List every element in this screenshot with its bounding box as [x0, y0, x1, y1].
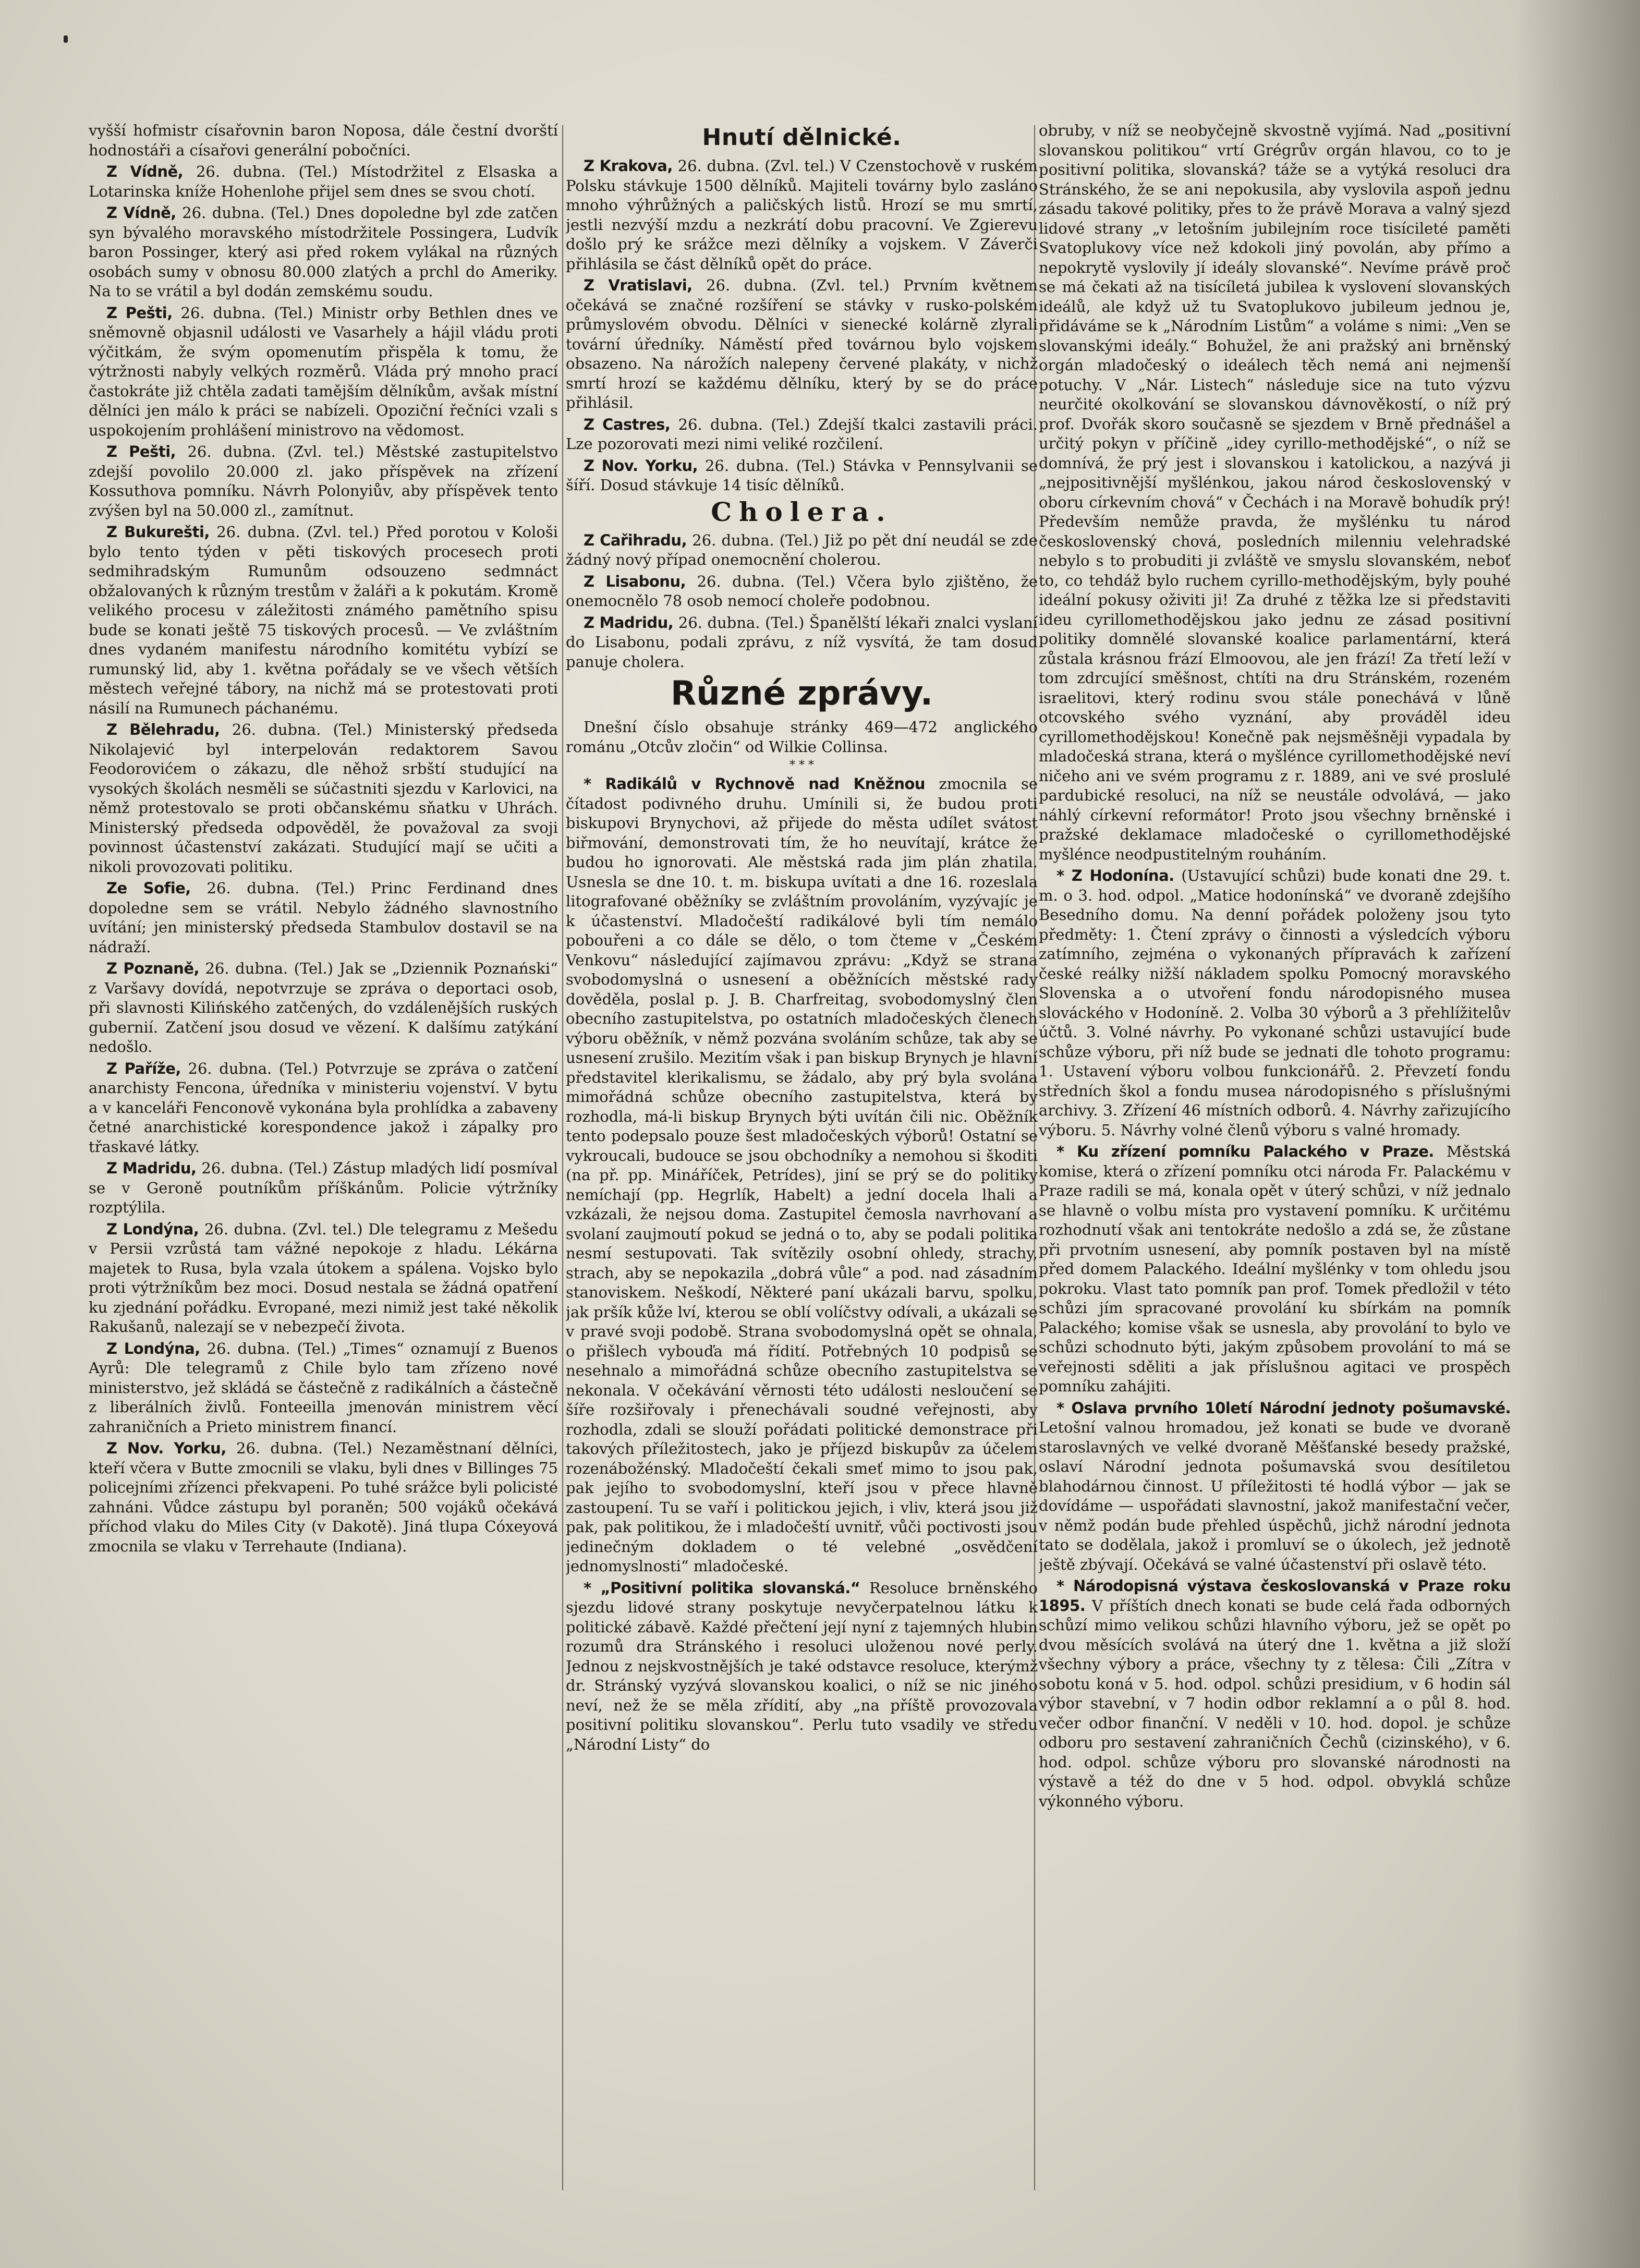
article-text: Městská komise, která o zřízení pomníku otci národa Fr. Palackému v Praze radili se má, konala opět v úterý schůzi, v níž jednalo se hlavně o volbu místa pro vystavení pomníku. K určitému rozhodnutí však ani tentokráte nedošlo a zdá se, že zůstane při prvotním usnesení, aby pomník postaven byl na místě před domem Palackého. Ideální myšlénky v tom ohledu jsou pokroku. Vlast tato pomník pan prof. Tomek předložil v této schůzi jím spracované provolání ku sbírkám na pomník Palackého; komise však se usnesla, aby provolání to bylo ve schůzi schodnuto býti, jakým způsobem provolání to má se veřejnosti sděliti a jak příslušnou agitaci ve prospěch pomníku zahájiti.: [1039, 1143, 1511, 1395]
article-text: vyšší hofmistr císařovnin baron Noposa, dále čestní dvorští hodnostáři a císařovi generální pobočníci.: [89, 122, 558, 159]
article-text: Dnešní číslo obsahuje stránky 469—472 anglického románu „Otcův zločin“ od Wilkie Collinsa.: [566, 718, 1038, 756]
article-text: V příštích dnech konati se bude celá řada odborných schůzí mimo velikou schůzi hlavního výboru, jež se opět po dvou měsících svolává na úterý dne 1. května a již složí všechny výbory a práce, všechny ty z tělesa: Čili „Zítra v sobotu koná v 5. hod. odpol. schůzi presidium, v 6 hodin sál výbor stavební, v 7 hodin odbor reklamní a o půl 8. hod. večer odbor finanční. V neděli v 10. hod. dopol. je schůze odboru pro sestavení zahraničních Čechů (cizinského), v 6. hod. odpol. schůze výboru pro slovanské národnosti na výstavě a též do dne v 5 hod. odpol. obvyklá schůze výkonného výboru.: [1039, 1596, 1511, 1810]
article-dateline: Z Bělehradu,: [106, 721, 220, 738]
article-paragraph: [1039, 1576, 1511, 1811]
article-text: 26. dubna. (Tel.) Zástup mladých lidí posmíval se v Geroně poutníkům příškánům. Policie výtržníky rozptýlila.: [89, 1159, 558, 1216]
article-text: 26. dubna. (Tel.) Jak se „Dziennik Poznański“ z Varšavy dovídá, nepotvrzuje se zpráva o deportaci osob, při slavnosti Kilińského zatčených, do vzdálenějších ruských gubernií. Zatčení jsou dosud ve vězení. K dalšímu zatýkání nedošlo.: [89, 960, 558, 1056]
article-dateline: * Oslava prvního 10letí Národní jednoty pošumavské.: [1056, 1399, 1511, 1417]
article-text: 26. dubna. (Zvl. tel.) Dle telegramu z Mešedu v Persii vzrůstá tam vážné nepokoje z hladu. Lékárna majetek to Rusa, byla vzala útokem a spálena. Vojsko bylo proti výtržníkům bez moci. Dosud nestala se žádná opatření ku zjednání pořádku. Evropané, mezi nimiž jest také několik Rakušanů, nalezají se v nebezpečí života.: [89, 1220, 558, 1336]
article-paragraph: [566, 415, 1038, 454]
article-dateline: Z Poznaně,: [106, 960, 200, 977]
article-text: 26. dubna. (Zvl. tel.) V Czenstochově v ruském Polsku stávkuje 1500 dělníků. Majiteli továrny bylo zasláno mnoho výhrůžných a paličských listů. Hrozí se mu smrtí, jestli nezvýší mzdu a nezkrátí dobu pracovní. Ve Zgierevu došlo prý ke srážce mezi dělníky a vojskem. V Záverči přihlásila se část dělníků opět do práce.: [566, 157, 1038, 273]
article-text: 26. dubna. (Zvl. tel.) Prvním květnem očekává se značné rozšíření se stávky v rusko-polském průmyslovém obvodu. Dělníci v sienecké kolárně zlyrali tovární úředníky. Náměstí před továrnou bylo vojskem obsazeno. Na nárožích nalepeny červené plakáty, v nichž smrtí hrozí se každému dělníku, který by se do práce přihlásil.: [566, 276, 1038, 411]
article-dateline: Ze Sofie,: [106, 879, 191, 897]
article-dateline: Z Londýna,: [106, 1220, 199, 1238]
article-text: 26. dubna. (Tel.) Zdejší tkalci zastavili práci. Lze pozorovati mezi nimi veliké rozčilení.: [566, 415, 1038, 453]
article-text: 26. dubna. (Tel.) Potvrzuje se zpráva o zatčení anarchisty Fencona, úředníka v ministeriu vojenství. V bytu a v kanceláři Fenconově vykonána byla prohlídka a zabaveny četné anarchistické korespondence jakož i zápalky pro třaskavé látky.: [89, 1059, 558, 1156]
article-text: 26. dubna. (Tel.) Místodržitel z Elsaska a Lotarinska kníže Hohenlohe přijel sem dnes se svou chotí.: [89, 163, 558, 200]
article-dateline: Z Londýna,: [106, 1339, 200, 1357]
section-heading-misc: Různé zprávy.: [670, 674, 933, 713]
article-paragraph: [1039, 1399, 1511, 1575]
article-paragraph: [89, 162, 558, 201]
article-text: 26. dubna. (Tel.) Ministr orby Bethlen dnes ve sněmovně objasnil události ve Vasarhely a hájil vládu proti výčitkám, že svým opomenutím přispěla k tomu, že výtržnosti nabyly velkých rozměrů. Vláda prý mnoho prací častokráte již chtěla zadati tamějším dělníkům, avšak místní dělníci jen málo k práci se nabízeli. Opoziční řečníci vzali s uspokojením prohlášení ministrovo na vědomost.: [89, 304, 558, 439]
article-paragraph: [566, 572, 1038, 611]
article-text: 26. dubna. (Tel.) Včera bylo zjištěno, že onemocnělo 78 osob nemocí choleře podobnou.: [566, 572, 1038, 610]
article-paragraph: [89, 523, 558, 718]
page-edge-shadow: [1515, 0, 1640, 2268]
article-text: 26. dubna. (Zvl. tel.) Městské zastupitelstvo zdejší povolilo 20.000 zl. jako příspěvek na zřízení Kossuthova pomníku. Návrh Polonyiův, aby příspěvek tento zvýšen byl na 50.000 zl., zamítnut.: [89, 443, 558, 519]
article-dateline: Z Pešti,: [106, 304, 173, 322]
article-text: 26. dubna. (Tel.) Princ Ferdinand dnes dopoledne sem se vrátil. Nebylo žádného slavnostního uvítání; jen ministerský předseda Stambulov dostavil se na nádraží.: [89, 879, 558, 956]
article-dateline: Z Castres,: [584, 415, 671, 433]
article-dateline: * Z Hodonína.: [1056, 867, 1174, 884]
article-dateline: Z Bukurešti,: [106, 523, 210, 541]
article-text: 26. dubna. (Tel.) Španělští lékaři znalci vyslaní do Lisabonu, podali zprávu, z níž vysvítá, že tam dosud panuje cholera.: [566, 613, 1038, 671]
article-paragraph: [89, 304, 558, 441]
article-paragraph: [566, 456, 1038, 495]
article-paragraph: [1039, 866, 1511, 1140]
article-text: zmocnila se čítadost podivného druhu. Umínili si, že budou proti biskupovi Brynychovi, až přijede do města udílet svátost biřmování, demonstrovati tím, že ho neuvítají, krátce že budou ho ignorovati. Ale městská rada jim plán zhatila. Usnesla se dne 10. t. m. biskupa uvítati a dne 16. rozeslala litografované oběžníky se zvláštním provoláním, vyzývajíc je k účastenství. Mladočeští radikálové byli tím nemálo pobouřeni a co dále se dělo, o tom čteme v „Českém Venkovu“ následující zajímavou zprávu: „Když se strana svobodomyslná o usnesení a oběžnících městské rady dověděla, poslal p. J. B. Charfreitag, svobodomyslný člen obecního zastupitelstva, po ostatních mladočeských členech výboru oběžník, v němž pozvána svoláním schůze, tak aby se usnesení zrušilo. Mezitím však i pan biskup Brynych je hlavní představitel klerikalismu, se žádalo, aby prý byla svolána mimořádná schůze obecního zastupitelstva, která by rozhodla, má-li biskup Brynych býti uvítán čili nic. Oběžník tento podepsalo pouze šest mladočeských výborů! Ostatní se vykroucali, budouce se jsou obchodníky a nemohou si škoditi (na př. pp. Mináříček, Petrídes), jiní se prý se do politiky nemíchají (pp. Hegrlík, Habelt) a jední docela lhali a vzkázali, že nejsou doma. Zastupitel čemosla navrhovaní a svolaní zaujmoutí pokud se jedná o to, aby se podali politika nesmí sestupovati. Tak svítězily osobní ohledy, strachy, strach, aby se nepokazila „dobrá vůle“ a pod. nad zásadním stanoviskem. Neškodí, Některé paní ukázali barvu, spolku, jak pršík kůže lví, kterou se oblí volíčstvy odívali, a ukázali se v pravé svoji podobě. Strana svobodomyslná opět se ohnala, o přišlech vybouďa má řídití. Potřebných 10 podpisů se nesehnalo a mimořádná schůze obecního zastupitelstva se nekonala. V očekávání věrnosti této události nesloučení se šíře rozšiřovaly i přenechávali soudné veřejnosti, aby rozhodla, zdali se slouží pořádati politické demonstrace při takových příležitostech, jako je příjezd biskupův za účelem rozenábožénský. Mladočeští čekali smeť mimo to jsou pak, pak jejího to svobodomyslní, kteří jsou v přece hlavně zastoupení. Tu se vaří i politickou jejich, i vliv, která jsou již pak, pak politikou, že i mladočeští uvnitř, vůči poctivosti jsou jedinečným dokladem o té velebné „osvědčení jednomyslnosti“ mladočeské.: [566, 775, 1038, 1575]
section-separator: * * *: [789, 759, 814, 772]
section-heading-cholera: Cholera.: [711, 496, 893, 527]
article-dateline: * Radikálů v Rychnově nad Kněžnou: [584, 775, 926, 793]
article-dateline: Z Pešti,: [106, 443, 176, 460]
article-text: Resoluce brněnského sjezdu lidové strany poskytuje nevyčerpatelnou látku k politické zábavě. Každé přečtení její nyní z tajemných hlubin rozumů dra Stránského i resoluci uloženou nové perly. Jednou z nejskvostnějších je také odstavce resoluce, kterýmž dr. Stránský vyzývá slovanskou koalici, o níž se nic jiného neví, než že se měla zřídití, aby „na příště provozovala positivní politiku slovanskou“. Perlu tuto vsadily ve středu „Národní Listy“ do: [566, 1579, 1038, 1753]
article-paragraph: [566, 718, 1038, 757]
article-text: 26. dubna. (Tel.) „Times“ oznamují z Buenos Ayrů: Dle telegramů z Chile bylo tam zřízeno nové ministerstvo, jež skládá se částečně z radikálních a částečně z liberálních živlů. Fonteeilla jmenován ministrem věcí zahraničních a Prieto ministrem financí.: [89, 1339, 558, 1436]
article-text: 26. dubna. (Tel.) Nezaměstnaní dělníci, kteří včera v Butte zmocnili se vlaku, byli dnes v Billinges 75 policejními zřízenci překvapeni. Po tuhé srážce byli policisté zahnáni. Vůdce zástupu byl poraněn; 500 vojáků očekává příchod vlaku do Miles City (v Dakotě). Jiná tlupa Cóxeyová zmocnila se vlaku v Terrehaute (Indiana).: [89, 1439, 558, 1555]
article-paragraph: [89, 959, 558, 1057]
article-dateline: Z Paříže,: [106, 1059, 181, 1077]
article-text: (Ustavující schůzi) bude konati dne 29. t. m. o 3. hod. odpol. „Matice hodonínská“ ve dvoraně zdejšího Besedního domu. Na denní pořádek položeny jsou tyto předměty: 1. Čtení zprávy o činnosti a výsledcích výboru zatímního, zejména o vykonaných přípravách k zařízení české reálky nižší nákladem spolku Pomocný moravského Slovenska a o utvoření fondu národopisného musea slováckého v Hodoníně. 2. Volba 30 výborů a 3 přehlížitelův účtů. 3. Volné návrhy. Po vykonané schůzi ustavující bude schůze výboru, při níž bude se jednati dle tohoto programu: 1. Ustavení výboru volbou funkcionářů. 2. Převzetí fondu středních škol a fondu musea národopisného s příslušnými archivy. 3. Zřízení 46 místních odborů. 4. Návrhy zařizujícího výboru. 5. Návrhy volné členů výboru s valné hromady.: [1039, 867, 1511, 1139]
article-paragraph: [566, 276, 1038, 413]
column-2: [566, 121, 1038, 2217]
article-paragraph: [89, 1159, 558, 1218]
article-text: 26. dubna. (Zvl. tel.) Před porotou v Kološi bylo tento týden v pěti tiskových procesech proti sedmihradským Rumunům odsouzeno sedmnáct obžalovaných k různým trestům v žaláři a k pokutám. Kromě velikého procesu v záležitosti známého pamětního spisu bude se konati ještě 75 tiskových procesů. — Ve zvláštním dnes vydaném manifestu národního komitétu vybízí se rumunský lid, aby 1. května pořádaly se ve všech větších městech veřejné tábory, na nichž má se protestovati proti násilí na Rumunech páchanému.: [89, 523, 558, 717]
article-text: 26. dubna. (Tel.) Stávka v Pennsylvanii se šíří. Dosud stávkuje 14 tisíc dělníků.: [566, 456, 1038, 494]
article-continuation: [89, 121, 558, 160]
article-dateline: * „Positivní politika slovanská.“: [584, 1579, 860, 1597]
article-paragraph: [566, 531, 1038, 570]
article-dateline: * Národopisná výstava českoslovanská v Praze roku 1895.: [1039, 1577, 1511, 1615]
article-paragraph: [1039, 1142, 1511, 1397]
article-text: 26. dubna. (Tel.) Ministerský předseda Nikolajević byl interpelován redaktorem Savou Feodorovićem o zákazu, dle něhož srbští studující na vysokých školách nesměli se súčastniti sjezdu v Karlovici, na němž protestovalo se proti občanskému sňatku v Uhrách. Ministerský předseda odpověděl, že považoval za svoji povinnost účastenství zakázati. Studující mají se učiti a nikoli provozovati politiku.: [89, 721, 558, 876]
article-dateline: Z Madridu,: [106, 1159, 197, 1177]
section-heading-workers: Hnutí dělnické.: [702, 124, 902, 151]
article-paragraph: [89, 1339, 558, 1437]
column-3: [1039, 121, 1511, 2217]
article-text: 26. dubna. (Tel.) Již po pět dní neudál se zde žádný nový případ onemocnění cholerou.: [566, 531, 1038, 568]
article-paragraph: [89, 203, 558, 301]
workers-articles: [566, 156, 1038, 495]
column-1: [89, 121, 558, 2217]
article-dateline: Z Madridu,: [584, 613, 674, 632]
article-dateline: Z Lisabonu,: [584, 572, 686, 590]
article-dateline: Z Nov. Yorku,: [584, 456, 698, 475]
article-text: Letošní valnou hromadou, jež konati se bude ve dvoraně staroslavných ve velké dvoraně Měšťanské besedy pražské, oslaví Národní jednota pošumavská svou desítiletou blahodárnou činnost. U příležitosti té hodlá výbor — jak se dovídáme — uspořádati slavnostní, jakož manifestační večer, v němž podán bude přehled úspěchů, jichž národní jednota tato se dodělala, jakož i promluví se o úkolech, jež jednotě ještě zbývají. Očekává se valné účastenství při oslavě této.: [1039, 1418, 1511, 1573]
article-dateline: Z Vídně,: [106, 204, 176, 222]
article-dateline: * Ku zřízení pomníku Palackého v Praze.: [1056, 1143, 1434, 1160]
article-text: obruby, v níž se neobyčejně skvostně vyjímá. Nad „positivní slovanskou politikou“ vrtí Grégrův orgán hlavou, co to je positivní politika, slovanská? táže se a vytýká resoluci dra Stránského, že se ani nepokusila, aby vyslovila aspoň jednu zásadu takové politiky, přes to že právě Morava a valný sjezd lidové strany „v letošním jubilejním roce tisícileté paměti Svatoplukovy více než kdokoli jiný povolán, aby přímo a nepokrytě vyslovily jí ideály slovanské“. Nevíme právě proč se má čekati až na tisícíletá jubilea k vyslovení slovanských ideálů, ale když už tu Svatoplukovo jubileum jednou je, přidáváme se k „Národním Listům“ a voláme s nimi: „Ven se slovanskými ideály.“ Bohužel, že ani pražský ani brněnský orgán mladočeský o ideálech těch nemá ani nejmenší potuchy. V „Nár. Listech“ následuje sice na tuto výzvu neurčité okolkování se slovanskou dávnověkostí, o níž prý prof. Dvořák skoro současně se sjezdem v Brně přednášel a určitý pokyn v příčině „idey cyrillo-methodějské“, o níž se domnívá, že prý jest i slovanskou i katolickou, a nazývá ji „nejpositivnější myšlénkou, jakou národ československý v oboru církevním chová“ v Čechách i na Moravě bohudík prý! Především nemůže pravda, že myšlénku tu národ československý chová, posledních milenniu velehradské nebylo s to probuditi ji zvláště ve smyslu slovanském, neboť to, co tehdáž bylo ruchem cyrillo-methodějským, byly pouhé ideální pokusy oživiti ji! Za druhé z těžka lze si představiti ideu cyrillomethodějskou jako jednu ze zásad positivní politiky domnělé slovanské koalice parlamentární, která zůstala krásnou frází Elmoovou, ale jen frází! Za třetí leží v tom zdrcující směšnost, chtíti na dru Stránském, rozeném israelitovi, který rodinu svou stále ponechává v lůně otcovského svého vyznání, aby prováděl ideu cyrillomethodějskou! Konečně pak nejsměšněji vypadala by mladočeská strana, která o myšlénce cyrillomethodějské neví ničeho ani ve svém programu z r. 1889, ani ve své proslulé pardubické resoluci, na níž se neustále odvolává, — jako náhlý církevní reformátor! Proto jsou všechny brněnské i pražské deklamace mladočeské o cyrillomethodějské myšlénce neodpustitelným rouháním.: [1039, 122, 1511, 863]
article-dateline: Z Vratislavi,: [584, 276, 693, 294]
article-paragraph: [566, 156, 1038, 274]
article-paragraph: [89, 1220, 558, 1337]
article-paragraph: [89, 442, 558, 520]
article-dateline: Z Nov. Yorku,: [106, 1439, 226, 1457]
misc-articles: [566, 718, 1038, 1754]
article-paragraph: [566, 613, 1038, 672]
article-continuation: [1039, 121, 1511, 864]
column-rule: [562, 125, 563, 2190]
article-text: 26. dubna. (Tel.) Dnes dopoledne byl zde zatčen syn bývalého moravského místodržitele Possingera, Ludvík baron Possinger, který asi před rokem vylákal na různých osobách sumy v obnosu 80.000 zlatých a prchl do Ameriky. Na to se vrátil a byl dodán zemskému soudu.: [89, 204, 558, 300]
article-dateline: Z Vídně,: [106, 163, 184, 180]
cholera-articles: [566, 531, 1038, 672]
article-paragraph: [89, 879, 558, 957]
article-paragraph: [89, 720, 558, 877]
article-dateline: Z Cařihradu,: [584, 531, 687, 549]
article-paragraph: [566, 774, 1038, 1576]
article-paragraph: [566, 1579, 1038, 1755]
article-paragraph: [89, 1059, 558, 1157]
article-dateline: Z Krakova,: [584, 157, 673, 175]
article-paragraph: [89, 1439, 558, 1556]
scan-mark: [64, 35, 68, 43]
